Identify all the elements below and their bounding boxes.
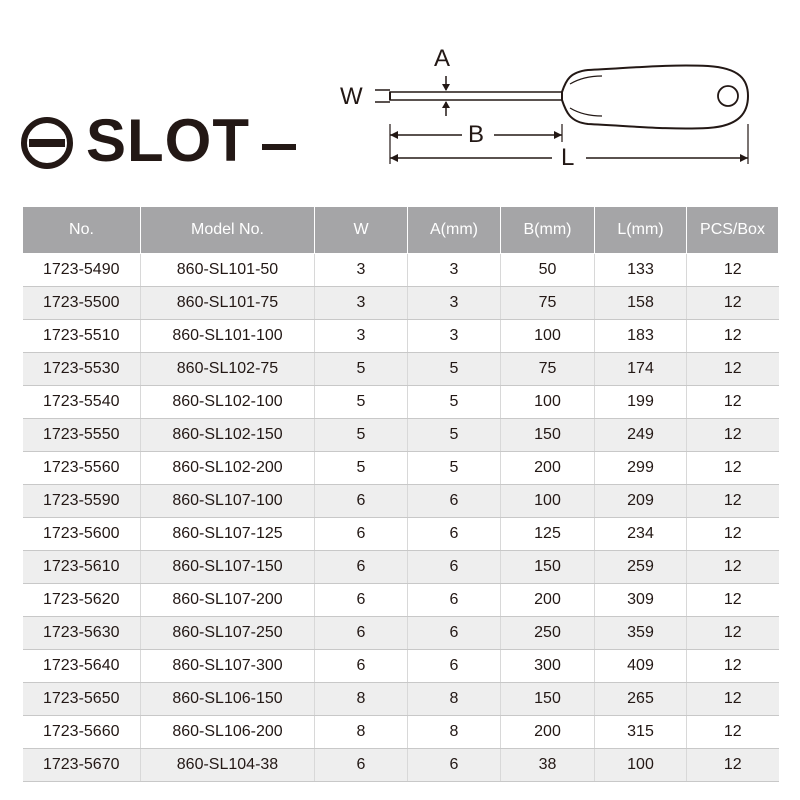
table-cell: 5: [408, 452, 501, 485]
table-cell: 12: [687, 551, 779, 584]
table-cell: 5: [408, 353, 501, 386]
table-cell: 12: [687, 452, 779, 485]
table-cell: 1723-5650: [23, 683, 141, 716]
table-cell: 12: [687, 485, 779, 518]
table-cell: 100: [501, 485, 595, 518]
table-cell: 1723-5620: [23, 584, 141, 617]
table-cell: 3: [315, 254, 408, 287]
column-header: W: [315, 207, 408, 254]
table-cell: 6: [315, 551, 408, 584]
table-cell: 6: [408, 617, 501, 650]
table-cell: 1723-5630: [23, 617, 141, 650]
table-cell: 12: [687, 683, 779, 716]
label-l: L: [561, 144, 575, 171]
table-cell: 5: [315, 386, 408, 419]
label-w: W: [340, 83, 363, 110]
table-cell: 3: [408, 320, 501, 353]
table-cell: 5: [315, 419, 408, 452]
table-cell: 12: [687, 518, 779, 551]
table-cell: 6: [315, 485, 408, 518]
table-cell: 75: [501, 353, 595, 386]
table-cell: 860-SL107-150: [141, 551, 315, 584]
page-title: SLOT: [86, 107, 250, 174]
table-cell: 3: [315, 320, 408, 353]
table-cell: 259: [595, 551, 687, 584]
table-row: [23, 551, 779, 584]
spec-table: [22, 206, 779, 782]
table-cell: 860-SL107-100: [141, 485, 315, 518]
table-cell: 6: [315, 749, 408, 782]
label-b: B: [468, 121, 485, 148]
table-cell: 309: [595, 584, 687, 617]
table-cell: 50: [501, 254, 595, 287]
table-cell: 12: [687, 716, 779, 749]
table-cell: 315: [595, 716, 687, 749]
table-row: [23, 320, 779, 353]
table-cell: 183: [595, 320, 687, 353]
table-cell: 8: [315, 683, 408, 716]
table-cell: 860-SL106-200: [141, 716, 315, 749]
table-body: [23, 254, 779, 782]
table-cell: 12: [687, 254, 779, 287]
table-cell: 12: [687, 320, 779, 353]
table-row: [23, 254, 779, 287]
table-cell: 299: [595, 452, 687, 485]
table-cell: 860-SL107-125: [141, 518, 315, 551]
table-cell: 12: [687, 419, 779, 452]
table-cell: 1723-5670: [23, 749, 141, 782]
table-cell: 8: [408, 683, 501, 716]
table-cell: 200: [501, 584, 595, 617]
table-cell: 12: [687, 749, 779, 782]
table-cell: 250: [501, 617, 595, 650]
table-cell: 174: [595, 353, 687, 386]
table-cell: 860-SL104-38: [141, 749, 315, 782]
column-header: L(mm): [595, 207, 687, 254]
header: [0, 0, 800, 205]
table-cell: 75: [501, 287, 595, 320]
table-cell: 860-SL101-100: [141, 320, 315, 353]
table-cell: 6: [408, 749, 501, 782]
table-cell: 8: [408, 716, 501, 749]
table-cell: 359: [595, 617, 687, 650]
table-row: [23, 683, 779, 716]
table-cell: 3: [408, 254, 501, 287]
table-cell: 125: [501, 518, 595, 551]
table-cell: 249: [595, 419, 687, 452]
table-cell: 860-SL107-250: [141, 617, 315, 650]
table-cell: 6: [315, 617, 408, 650]
table-cell: 1723-5550: [23, 419, 141, 452]
table-row: [23, 584, 779, 617]
label-a: A: [434, 45, 451, 72]
table-cell: 38: [501, 749, 595, 782]
table-row: [23, 419, 779, 452]
table-cell: 200: [501, 452, 595, 485]
table-cell: 1723-5500: [23, 287, 141, 320]
table-cell: 6: [408, 650, 501, 683]
table-cell: 6: [408, 485, 501, 518]
table-cell: 234: [595, 518, 687, 551]
table-cell: 200: [501, 716, 595, 749]
table-cell: 1723-5530: [23, 353, 141, 386]
table-cell: 6: [408, 551, 501, 584]
table-cell: 1723-5610: [23, 551, 141, 584]
screwdriver-drawing: [330, 40, 770, 180]
table-cell: 12: [687, 353, 779, 386]
table-cell: 1723-5660: [23, 716, 141, 749]
table-cell: 5: [315, 353, 408, 386]
table-cell: 133: [595, 254, 687, 287]
table-cell: 860-SL101-50: [141, 254, 315, 287]
table-cell: 199: [595, 386, 687, 419]
table-cell: 409: [595, 650, 687, 683]
table-cell: 860-SL102-150: [141, 419, 315, 452]
table-cell: 12: [687, 650, 779, 683]
table-cell: 158: [595, 287, 687, 320]
table-header-row: [23, 207, 779, 254]
table-cell: 6: [315, 650, 408, 683]
table-row: [23, 617, 779, 650]
title-dash: [262, 144, 296, 150]
table-row: [23, 716, 779, 749]
column-header: B(mm): [501, 207, 595, 254]
slot-screwdriver-icon: [20, 116, 74, 170]
screwdriver-diagram: [330, 40, 770, 180]
table-cell: 12: [687, 287, 779, 320]
table-cell: 3: [408, 287, 501, 320]
table-cell: 100: [501, 320, 595, 353]
column-header: PCS/Box: [687, 207, 779, 254]
column-header: Model No.: [141, 207, 315, 254]
table-cell: 1723-5540: [23, 386, 141, 419]
table-cell: 150: [501, 683, 595, 716]
table-cell: 6: [408, 518, 501, 551]
table-cell: 860-SL102-100: [141, 386, 315, 419]
table-cell: 6: [408, 584, 501, 617]
table-cell: 100: [595, 749, 687, 782]
column-header: No.: [23, 207, 141, 254]
column-header: A(mm): [408, 207, 501, 254]
table-cell: 12: [687, 584, 779, 617]
table-cell: 5: [315, 452, 408, 485]
table-cell: 3: [315, 287, 408, 320]
table-cell: 209: [595, 485, 687, 518]
table-cell: 860-SL102-75: [141, 353, 315, 386]
table-cell: 1723-5590: [23, 485, 141, 518]
table-cell: 1723-5490: [23, 254, 141, 287]
table-cell: 1723-5560: [23, 452, 141, 485]
table-cell: 860-SL107-300: [141, 650, 315, 683]
table-row: [23, 386, 779, 419]
table-cell: 1723-5600: [23, 518, 141, 551]
table-row: [23, 650, 779, 683]
table-row: [23, 353, 779, 386]
table-row: [23, 518, 779, 551]
table-cell: 6: [315, 518, 408, 551]
table-cell: 5: [408, 419, 501, 452]
table-cell: 860-SL107-200: [141, 584, 315, 617]
table-cell: 860-SL106-150: [141, 683, 315, 716]
table-cell: 100: [501, 386, 595, 419]
table-cell: 860-SL101-75: [141, 287, 315, 320]
table-cell: 12: [687, 617, 779, 650]
table-row: [23, 485, 779, 518]
table-cell: 12: [687, 386, 779, 419]
table-cell: 300: [501, 650, 595, 683]
table-cell: 150: [501, 551, 595, 584]
table-row: [23, 452, 779, 485]
table-row: [23, 749, 779, 782]
table-cell: 150: [501, 419, 595, 452]
table-cell: 1723-5640: [23, 650, 141, 683]
table-cell: 860-SL102-200: [141, 452, 315, 485]
table-cell: 8: [315, 716, 408, 749]
table-cell: 5: [408, 386, 501, 419]
table-row: [23, 287, 779, 320]
table-cell: 265: [595, 683, 687, 716]
table-cell: 1723-5510: [23, 320, 141, 353]
table-cell: 6: [315, 584, 408, 617]
